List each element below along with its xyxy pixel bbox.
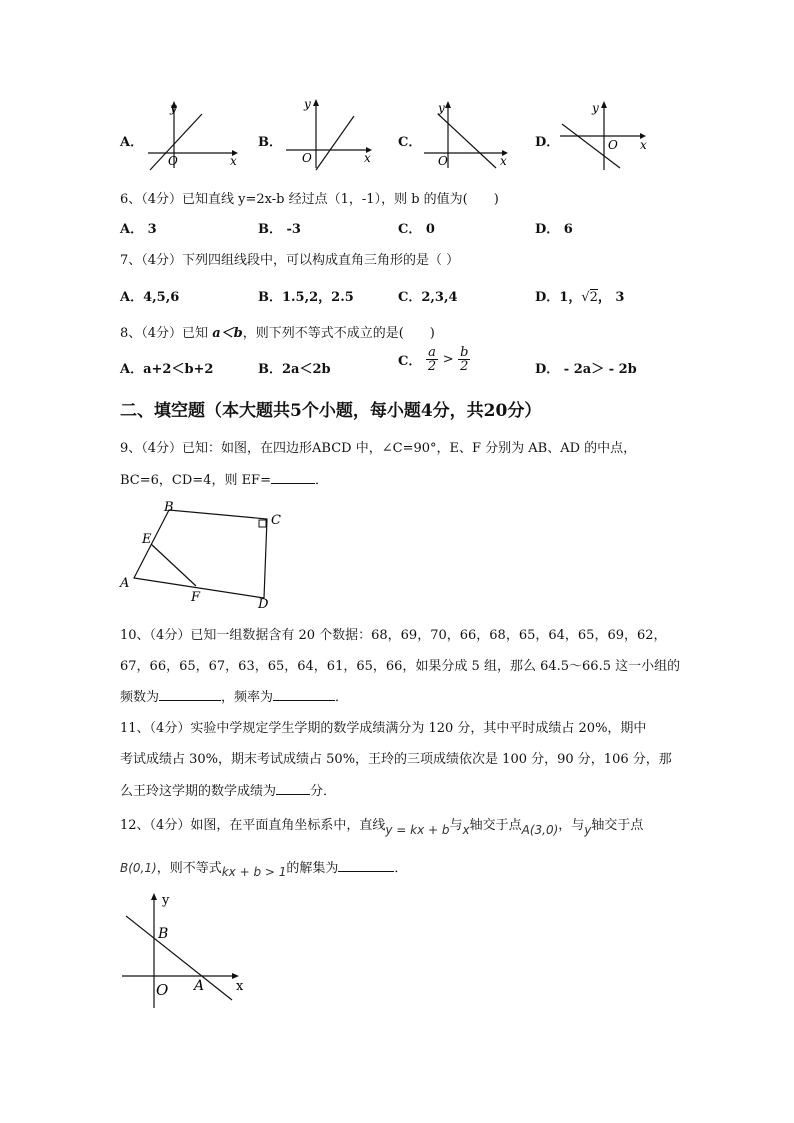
q9-line2-prefix: BC=6，CD=4，则 EF=: [120, 473, 271, 488]
fraction-b-over-2: $\frac{b}{2}$: [460, 345, 469, 374]
q12-line2-a: ，则不等式: [156, 861, 222, 876]
q5-option-d-label: D．: [535, 135, 560, 150]
origin-label: O: [302, 151, 312, 165]
axis-x-label: x: [364, 151, 371, 165]
q9-quadrilateral-figure: [116, 496, 296, 614]
vertex-label-f: F: [191, 590, 201, 605]
section-2-title: 二、填空题（本大题共5个小题，每小题4分，共20分）: [120, 401, 542, 421]
q12-line2-b: 的解集为: [286, 861, 339, 876]
origin-label: O: [168, 154, 178, 168]
q10-line3-b: ，频率为: [221, 690, 274, 705]
frequency-rate-blank[interactable]: [273, 688, 335, 701]
q7-option-a[interactable]: A．4,5,6: [120, 290, 180, 305]
q11-line3: [120, 780, 336, 799]
q11-line2: 考试成绩占 30%，期末考试成绩占 50%，王玲的三项成绩依次是 100 分，90 分，106 分，那: [120, 752, 672, 767]
q7-option-d-suffix: ， 3: [597, 290, 625, 305]
q12-line1-e: 轴交于点: [591, 818, 644, 833]
vertex-label-b: B: [164, 500, 174, 515]
q6-option-d[interactable]: D． 6: [535, 222, 573, 237]
q5-graph-a: [140, 98, 240, 170]
math-line-equation: y = kx + b: [385, 823, 450, 837]
math-x-axis: x: [462, 823, 470, 837]
q5-graph-c: [420, 98, 520, 170]
origin-label: O: [156, 981, 169, 999]
axis-x-label: x: [230, 154, 237, 168]
q12-line2: [120, 857, 408, 879]
origin-label: O: [608, 138, 618, 152]
vertex-label-e: E: [142, 532, 152, 547]
q5-option-b-label: B．: [258, 135, 282, 150]
q8-option-b[interactable]: B．2a＜2b: [258, 362, 331, 377]
q11-line1: 11、（4分）实验中学规定学生学期的数学成绩满分为 120 分，其中平时成绩占 20%，期中: [120, 721, 647, 736]
q8-stem-suffix: ，则下列不等式不成立的是( ): [242, 326, 435, 341]
origin-label: O: [438, 154, 448, 168]
q5-option-a-label: A．: [120, 135, 144, 150]
q6-option-a[interactable]: A． 3: [120, 222, 157, 237]
q8-option-a[interactable]: A．a+2＜b+2: [120, 362, 214, 377]
q5-option-c-label: C．: [398, 135, 422, 150]
axis-y-label: y: [162, 893, 170, 908]
axis-y-label: y: [170, 101, 177, 115]
q9-line2-suffix: ．: [314, 473, 328, 488]
axis-x-label: x: [236, 979, 244, 994]
answer-blank[interactable]: [271, 471, 315, 484]
vertex-label-d: D: [258, 597, 269, 612]
q10-line3-c: ．: [335, 690, 349, 705]
q9-line1: 9、（4分）已知：如图，在四边形ABCD 中，∠C=90°，E、F 分别为 AB、AD 的中点，: [120, 441, 637, 456]
math-point-b: B(0,1): [120, 861, 157, 875]
q10-line3-a: 频数为: [120, 690, 160, 705]
q8-stem: [120, 322, 435, 341]
q7-stem: 7、（4分）下列四组线段中，可以构成直角三角形的是（ ）: [120, 253, 460, 268]
point-b-label: B: [158, 926, 169, 942]
q12-line1-d: ，与: [558, 818, 585, 833]
math-y-axis: y: [584, 823, 592, 837]
q12-line1-c: 轴交于点: [469, 818, 522, 833]
q12-line2-c: ．: [394, 861, 408, 876]
frequency-count-blank[interactable]: [159, 688, 221, 701]
axis-y-label: y: [592, 101, 599, 115]
axis-x-label: x: [500, 154, 507, 168]
q6-option-b[interactable]: B． -3: [258, 222, 301, 237]
q6-stem: 6、（4分）已知直线 y=2x-b 经过点（1，-1），则 b 的值为( ): [120, 192, 499, 207]
axis-x-label: x: [640, 138, 647, 152]
q10-line1: 10、（4分）已知一组数据含有 20 个数据：68，69，70，66，68，65，64，65，69，62，: [120, 628, 667, 643]
q7-option-c[interactable]: C．2,3,4: [398, 290, 458, 305]
sqrt-symbol: √2: [581, 290, 598, 305]
score-blank[interactable]: [276, 782, 310, 795]
q6-option-c[interactable]: C． 0: [398, 222, 435, 237]
q10-line2: 67，66，65，67，63，65，64，61，65，66，如果分成 5 组，那么 64.5～66.5 这一小组的: [120, 659, 681, 674]
vertex-label-a: A: [120, 576, 130, 591]
point-a-label: A: [194, 978, 205, 994]
math-inequality: kx + b > 1: [221, 865, 287, 879]
q8-option-c[interactable]: [398, 346, 470, 373]
q7-option-d[interactable]: [535, 286, 624, 305]
sqrt-radicand: 2: [589, 290, 598, 305]
q8-option-c-relation: >: [442, 352, 454, 367]
q8-option-d[interactable]: D． - 2a＞ - 2b: [535, 362, 637, 377]
solution-set-blank[interactable]: [338, 859, 394, 872]
q12-line1: [120, 814, 644, 837]
vertex-label-c: C: [271, 513, 281, 528]
q11-line3-a: 么王玲这学期的数学成绩为: [120, 784, 277, 799]
q8-stem-prefix: 8、（4分）已知: [120, 326, 213, 341]
q5-graph-d: [558, 98, 658, 170]
q7-option-b[interactable]: B．1.5,2，2.5: [258, 290, 354, 305]
axis-y-label: y: [438, 101, 445, 115]
q12-coordinate-figure: [118, 890, 258, 1010]
q12-line1-a: 12、（4分）如图，在平面直角坐标系中，直线: [120, 818, 386, 833]
q12-line1-b: 与: [449, 818, 463, 833]
math-point-a: A(3,0): [521, 823, 559, 837]
q8-option-c-label: C．: [398, 354, 422, 369]
q9-line2: [120, 469, 328, 488]
q5-graph-b: [280, 98, 380, 170]
fraction-a-over-2: $\frac{a}{2}$: [427, 345, 437, 374]
axis-y-label: y: [304, 97, 311, 111]
q7-option-d-prefix: D．1，: [535, 290, 582, 305]
q8-stem-math: a＜b: [212, 326, 243, 341]
q11-line3-b: 分．: [310, 784, 337, 799]
q10-line3: [120, 686, 348, 705]
